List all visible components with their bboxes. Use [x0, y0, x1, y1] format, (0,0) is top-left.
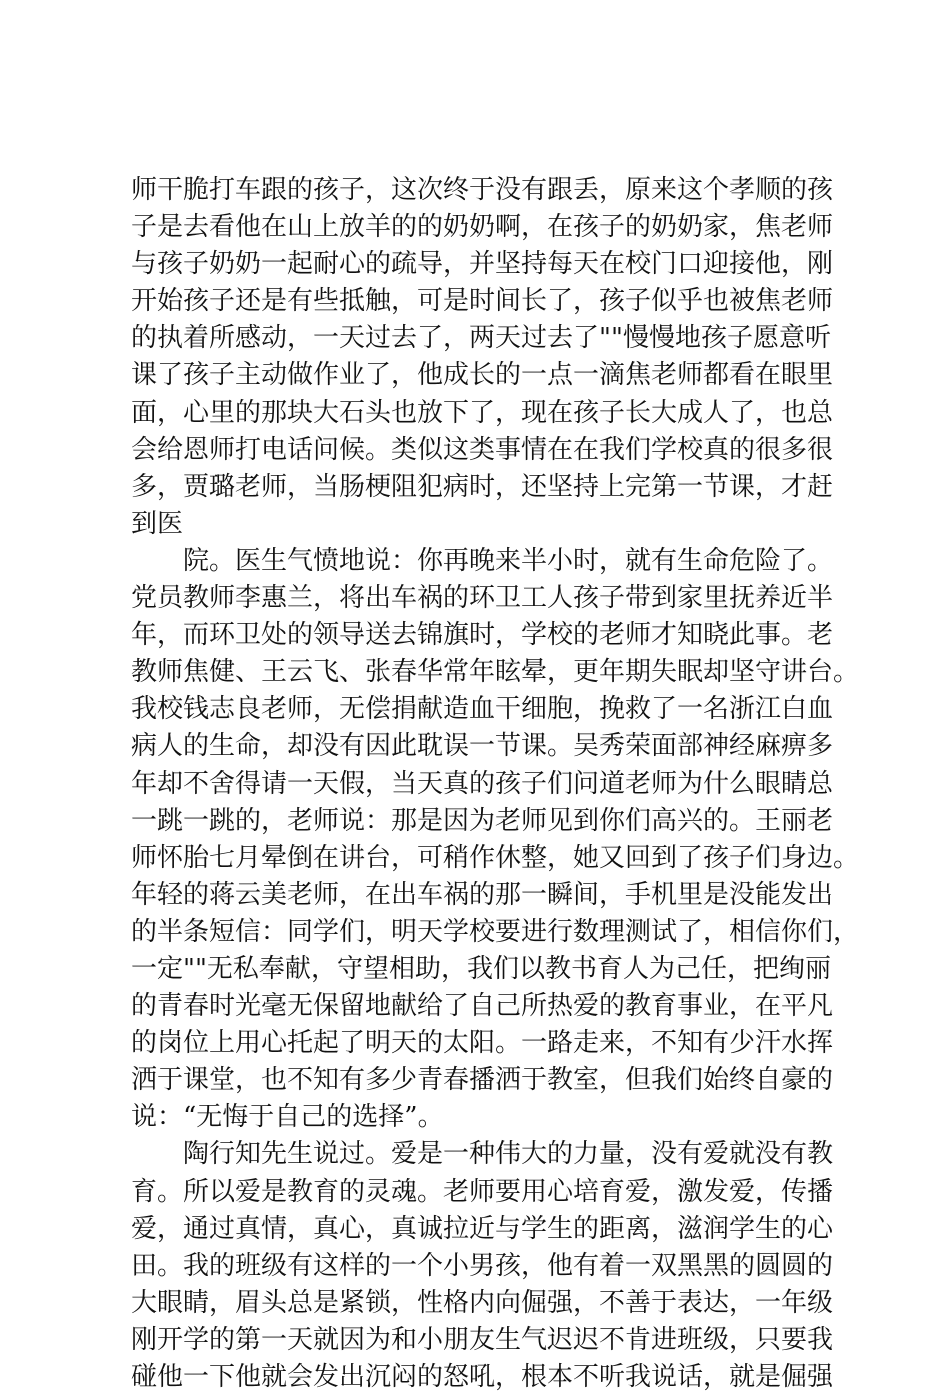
text-line: 与孩子奶奶一起耐心的疏导，并坚持每天在校门口迎接他，刚	[131, 249, 834, 280]
text-line: 师怀胎七月晕倒在讲台，可稍作休整，她又回到了孩子们身边。	[131, 842, 860, 873]
text-line: 年轻的蒋云美老师，在出车祸的那一瞬间，手机里是没能发出	[131, 879, 834, 910]
text-line: 刚开学的第一天就因为和小朋友生气迟迟不肯进班级，只要我	[131, 1324, 834, 1355]
text-line: 教师焦健、王云飞、张春华常年眩晕，更年期失眠却坚守讲台。	[131, 657, 860, 688]
text-line: 的青春时光毫无保留地献给了自己所热爱的教育事业，在平凡	[131, 991, 834, 1022]
text-line: 的岗位上用心托起了明天的太阳。一路走来，不知有少汗水挥	[131, 1028, 834, 1059]
text-line: 一定""无私奉献，守望相助，我们以教书育人为己任，把绚丽	[131, 953, 831, 984]
text-line: 的半条短信：同学们，明天学校要进行数理测试了，相信你们，	[131, 916, 860, 947]
text-line: 课了孩子主动做作业了，他成长的一点一滴焦老师都看在眼里	[131, 360, 834, 391]
text-line: 面，心里的那块大石头也放下了，现在孩子长大成人了，也总	[131, 397, 834, 428]
text-line: 陶行知先生说过。爱是一种伟大的力量，没有爱就没有教	[183, 1139, 834, 1170]
text-line: 田。我的班级有这样的一个小男孩，他有着一双黑黑的圆圆的	[131, 1250, 834, 1281]
text-line: 到医	[131, 508, 184, 539]
text-line: 爱，通过真情，真心，真诚拉近与学生的距离，滋润学生的心	[131, 1213, 834, 1244]
text-line: 的执着所感动，一天过去了，两天过去了""慢慢地孩子愿意听	[131, 323, 831, 354]
text-line: 开始孩子还是有些抵触，可是时间长了，孩子似乎也被焦老师	[131, 286, 834, 317]
text-line: 一跳一跳的，老师说：那是因为老师见到你们高兴的。王丽老	[131, 805, 834, 836]
body-text	[131, 172, 860, 1396]
text-line: 师干脆打车跟的孩子，这次终于没有跟丢，原来这个孝顺的孩	[131, 175, 834, 205]
text-line: 党员教师李惠兰，将出车祸的环卫工人孩子带到家里抚养近半	[131, 583, 834, 614]
text-line: 病人的生命，却没有因此耽误一节课。吴秀荣面部神经麻痹多	[131, 731, 834, 762]
text-line: 我校钱志良老师，无偿捐献造血干细胞，挽救了一名浙江白血	[131, 694, 834, 725]
text-line: 洒于课堂，也不知有多少青春播洒于教室，但我们始终自豪的	[131, 1065, 834, 1096]
text-line: 年，而环卫处的领导送去锦旗时，学校的老师才知晓此事。老	[131, 620, 834, 651]
text-line: 院。医生气愤地说：你再晚来半小时，就有生命危险了。	[183, 545, 834, 576]
text-line: 子是去看他在山上放羊的的奶奶啊，在孩子的奶奶家，焦老师	[131, 212, 834, 243]
text-line: 年却不舍得请一天假，当天真的孩子们问道老师为什么眼睛总	[131, 768, 834, 799]
text-line: 会给恩师打电话问候。类似这类事情在在我们学校真的很多很	[131, 434, 834, 465]
text-line: 大眼睛，眉头总是紧锁，性格内向倔强，不善于表达，一年级	[131, 1287, 834, 1318]
text-line: 碰他一下他就会发出沉闷的怒吼，根本不听我说话，就是倔强	[131, 1362, 834, 1392]
text-line: 育。所以爱是教育的灵魂。老师要用心培育爱，激发爱，传播	[131, 1176, 834, 1207]
text-line: 说：“无悔于自己的选择”。	[131, 1102, 444, 1133]
text-line: 多，贾璐老师，当肠梗阻犯病时，还坚持上完第一节课，才赶	[131, 471, 834, 502]
